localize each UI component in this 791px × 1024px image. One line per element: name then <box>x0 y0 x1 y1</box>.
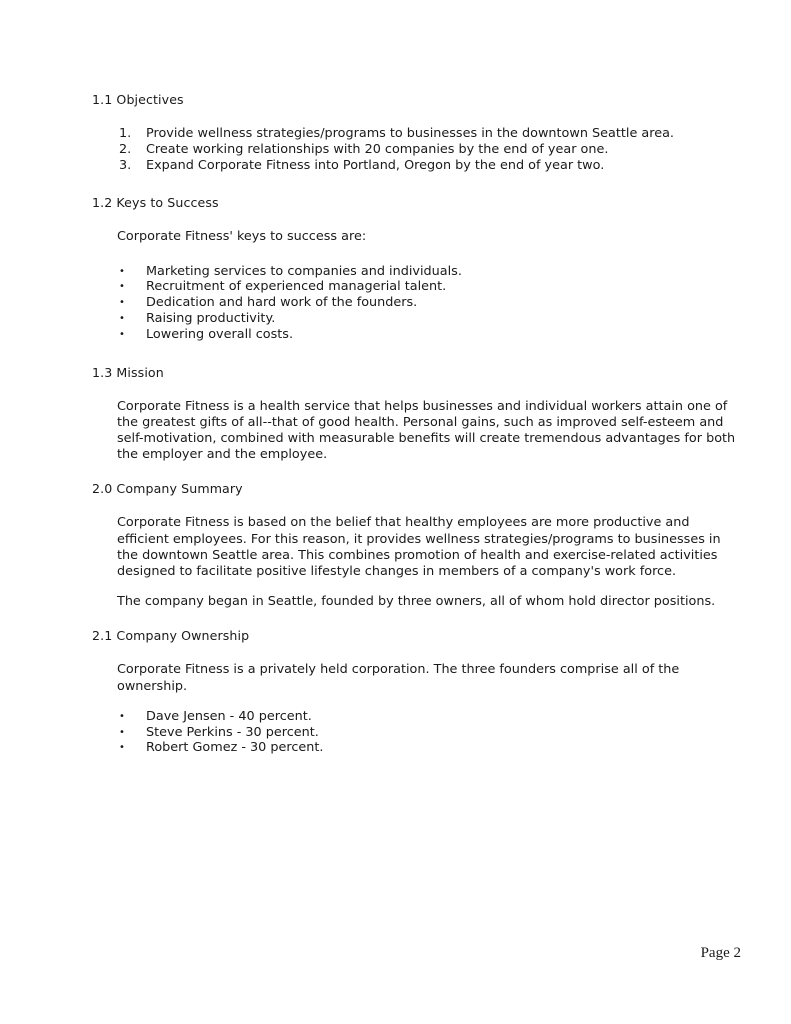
spacer <box>92 610 742 628</box>
list-item <box>119 740 742 756</box>
objectives-numbered-list <box>92 126 742 173</box>
document-content <box>92 92 742 756</box>
list-number-marker: 2. <box>119 141 132 157</box>
company-summary-paragraph-1: Corporate Fitness is based on the belief that healthy employees are more productive and efficient employees. For this reason, it provides wellness strategies/programs to businesses in the downtown Seattle area. This combines promotion of health and exercise-related activities designed to facilitate positive lifestyle changes in members of a company's work force. <box>117 515 721 579</box>
section-heading-company-ownership: 2.1 Company Ownership <box>92 628 250 644</box>
spacer <box>92 381 742 399</box>
bullet-icon: • <box>119 297 125 309</box>
list-item <box>119 126 742 142</box>
spacer <box>92 580 742 594</box>
bullet-icon: • <box>119 265 125 277</box>
page-number-label: Page 2 <box>700 945 741 961</box>
list-number-marker: 3. <box>119 157 132 173</box>
keys-intro-paragraph: Corporate Fitness' keys to success are: <box>117 229 367 245</box>
list-item-label: Lowering overall costs. <box>146 326 294 342</box>
list-item-label: Steve Perkins - 30 percent. <box>146 724 319 740</box>
list-item <box>119 725 742 741</box>
spacer <box>92 246 742 264</box>
list-number-marker: 1. <box>119 126 132 141</box>
keys-bullet-list <box>92 264 742 343</box>
mission-paragraph: Corporate Fitness is a health service that helps businesses and individual workers attain one of the greatest gifts of all--that of good health. Personal gains, such as improved self-esteem and self-motivation, combined with measurable benefits will create tremendous advantages for both the employer and the employee. <box>117 398 736 463</box>
list-item-label: Recruitment of experienced managerial talent. <box>146 279 447 295</box>
spacer <box>92 463 742 481</box>
list-item <box>119 295 742 311</box>
list-item <box>119 158 742 174</box>
section-heading-mission: 1.3 Mission <box>92 364 164 380</box>
company-summary-paragraph-2: The company began in Seattle, founded by three owners, all of whom hold director positions. <box>117 594 716 610</box>
list-item <box>119 709 742 725</box>
list-item-label: Marketing services to companies and individuals. <box>146 263 462 279</box>
list-item-label: Provide wellness strategies/programs to businesses in the downtown Seattle area. <box>146 126 674 141</box>
bullet-icon: • <box>119 312 125 324</box>
company-ownership-paragraph: Corporate Fitness is a privately held corporation. The three founders comprise all of the ownership. <box>117 662 680 694</box>
list-item-label: Dave Jensen - 40 percent. <box>146 708 312 724</box>
section-heading-objectives: 1.1 Objectives <box>92 92 184 107</box>
spacer <box>92 343 742 365</box>
spacer <box>92 211 742 229</box>
bullet-icon: • <box>119 726 125 738</box>
bullet-icon: • <box>119 710 125 722</box>
list-item-label: Raising productivity. <box>146 310 276 326</box>
bullet-icon: • <box>119 742 125 754</box>
list-item-label: Create working relationships with 20 companies by the end of year one. <box>146 141 609 157</box>
list-item <box>119 327 742 343</box>
spacer <box>92 108 742 126</box>
spacer <box>92 173 742 195</box>
page-footer <box>701 945 741 962</box>
spacer <box>92 497 742 515</box>
spacer <box>92 695 742 709</box>
section-heading-company-summary: 2.0 Company Summary <box>92 481 243 497</box>
bullet-icon: • <box>119 328 125 340</box>
list-item <box>119 142 742 158</box>
bullet-icon: • <box>119 281 125 293</box>
spacer <box>92 644 742 662</box>
list-item-label: Dedication and hard work of the founders. <box>146 295 418 311</box>
section-heading-keys-to-success: 1.2 Keys to Success <box>92 195 219 211</box>
list-item-label: Expand Corporate Fitness into Portland, Oregon by the end of year two. <box>146 157 605 173</box>
list-item <box>119 279 742 295</box>
ownership-bullet-list <box>92 709 742 756</box>
list-item <box>119 311 742 327</box>
list-item-label: Robert Gomez - 30 percent. <box>146 740 324 756</box>
list-item <box>119 264 742 280</box>
